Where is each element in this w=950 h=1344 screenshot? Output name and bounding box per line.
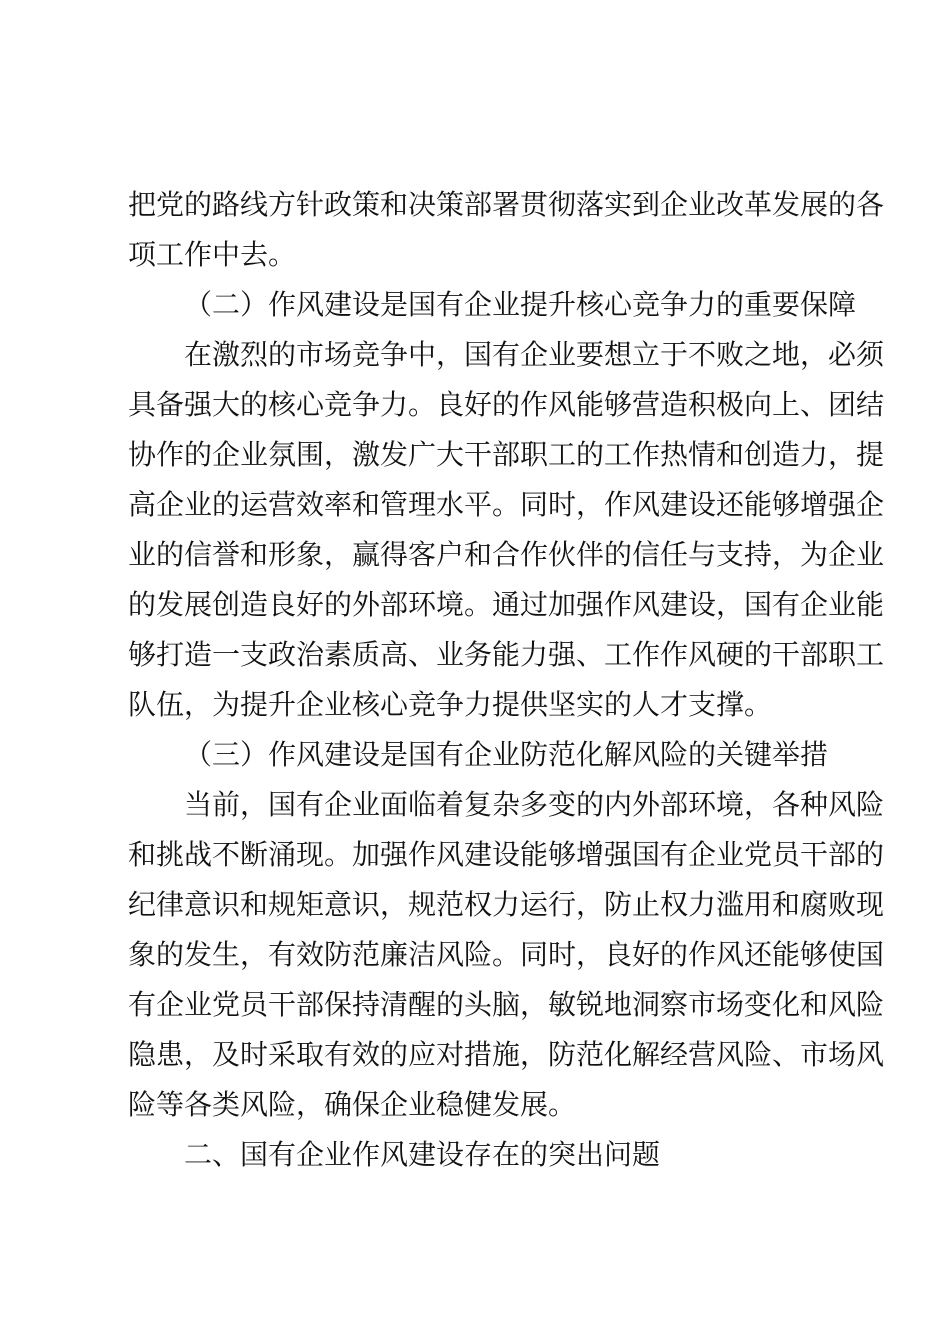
document-body — [128, 180, 885, 1180]
paragraph-line: 的发展创造良好的外部环境。通过加强作风建设，国有企业能 — [128, 588, 885, 621]
paragraph-line: 业的信誉和形象，赢得客户和合作伙伴的信任与支持，为企业 — [128, 538, 885, 571]
paragraph-line: 险等各类风险，确保企业稳健发展。 — [128, 1088, 577, 1121]
paragraph-line: 纪律意识和规矩意识，规范权力运行，防止权力滥用和腐败现 — [128, 888, 885, 921]
section-heading: （二）作风建设是国有企业提升核心竞争力的重要保障 — [184, 288, 857, 321]
paragraph-line: 队伍，为提升企业核心竞争力提供坚实的人才支撑。 — [128, 688, 773, 721]
paragraph-line: 把党的路线方针政策和决策部署贯彻落实到企业改革发展的各 — [128, 188, 885, 221]
section-heading: （三）作风建设是国有企业防范化解风险的关键举措 — [184, 738, 829, 771]
paragraph-line: 高企业的运营效率和管理水平。同时，作风建设还能够增强企 — [128, 488, 885, 521]
paragraph-line: 和挑战不断涌现。加强作风建设能够增强国有企业党员干部的 — [128, 838, 885, 871]
paragraph-line: 隐患，及时采取有效的应对措施，防范化解经营风险、市场风 — [128, 1038, 885, 1071]
chapter-heading: 二、国有企业作风建设存在的突出问题 — [184, 1138, 661, 1171]
paragraph-line: 象的发生，有效防范廉洁风险。同时，良好的作风还能够使国 — [128, 938, 885, 971]
paragraph-line: 协作的企业氛围，激发广大干部职工的工作热情和创造力，提 — [128, 438, 885, 471]
paragraph-line: 项工作中去。 — [128, 238, 297, 271]
paragraph-line: 当前，国有企业面临着复杂多变的内外部环境，各种风险 — [184, 788, 885, 821]
paragraph-line: 够打造一支政治素质高、业务能力强、工作作风硬的干部职工 — [128, 638, 885, 671]
paragraph-line: 在激烈的市场竞争中，国有企业要想立于不败之地，必须 — [184, 338, 885, 371]
paragraph-line: 有企业党员干部保持清醒的头脑，敏锐地洞察市场变化和风险 — [128, 988, 885, 1021]
paragraph-line: 具备强大的核心竞争力。良好的作风能够营造积极向上、团结 — [128, 388, 885, 421]
